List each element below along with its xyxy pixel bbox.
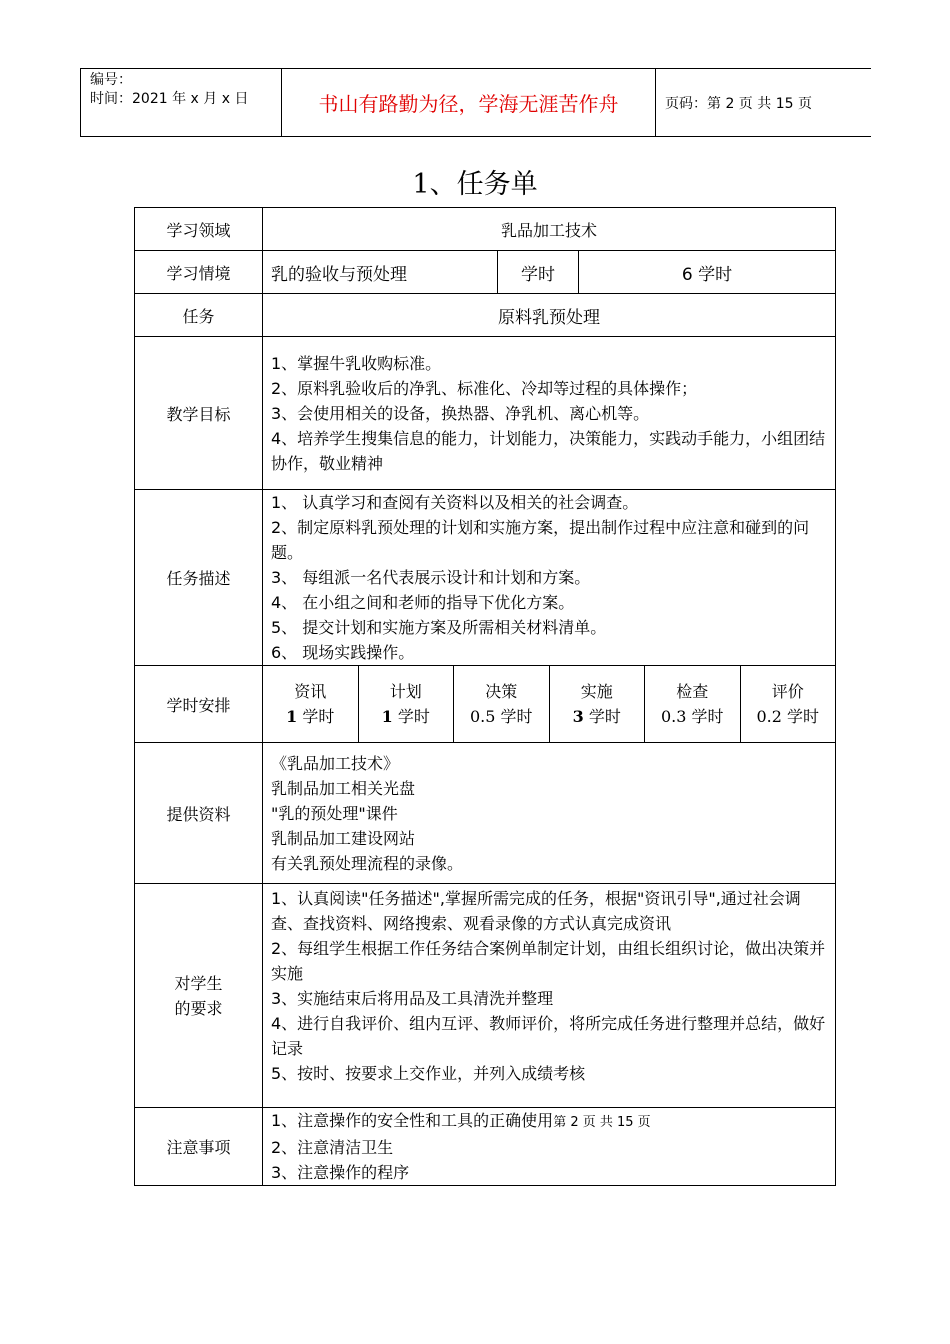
note-line: 3、注意操作的程序 bbox=[271, 1163, 410, 1182]
schedule-num: 0.3 bbox=[660, 707, 687, 726]
notes-content bbox=[263, 1108, 836, 1186]
requirement-line: 2、每组学生根据工作任务结合案例单制定计划，由组长组织讨论，做出决策并实施 bbox=[271, 939, 826, 983]
hours-value: 6 学时 bbox=[579, 251, 836, 294]
task-table bbox=[134, 207, 836, 1186]
requirement-line: 5、按时、按要求上交作业，并列入成绩考核 bbox=[271, 1064, 586, 1083]
desc-content bbox=[263, 490, 836, 666]
note-line: 2、注意清洁卫生 bbox=[271, 1138, 394, 1157]
page-footer: 第 2 页 共 15 页 bbox=[553, 1115, 651, 1130]
desc-line: 2、制定原料乳预处理的计划和实施方案，提出制作过程中应注意和碰到的问题。 bbox=[271, 518, 810, 562]
schedule-unit: 学时 bbox=[495, 707, 533, 726]
row-task bbox=[135, 294, 836, 337]
note-line bbox=[271, 1108, 829, 1135]
row-description bbox=[135, 490, 836, 666]
schedule-grid bbox=[263, 666, 835, 742]
resource-line: 有关乳预处理流程的录像。 bbox=[271, 853, 464, 873]
situation-label: 学习情境 bbox=[135, 251, 263, 294]
page-info-cell bbox=[665, 69, 812, 136]
schedule-name: 实施 bbox=[580, 682, 613, 701]
schedule-unit: 学时 bbox=[781, 707, 820, 726]
code-label: 编号： bbox=[90, 72, 132, 88]
goal-line: 4、培养学生搜集信息的能力，计划能力，决策能力，实践动手能力，小组团结协作，敬业精神 bbox=[271, 428, 826, 473]
requirement-line: 3、实施结束后将用品及工具清洗并整理 bbox=[271, 989, 554, 1008]
resource-line: 《乳品加工技术》 bbox=[271, 753, 400, 773]
desc-line: 3、 每组派一名代表展示设计和计划和方案。 bbox=[271, 568, 591, 587]
requirement-line: 4、进行自我评价、组内互评、教师评价，将所完成任务进行整理并总结，做好记录 bbox=[271, 1014, 826, 1058]
schedule-unit: 学时 bbox=[686, 707, 724, 726]
requirements-label-line: 的要求 bbox=[174, 998, 223, 1018]
page-title bbox=[0, 162, 950, 201]
goals-label: 教学目标 bbox=[135, 337, 263, 490]
hours-label: 学时 bbox=[498, 251, 579, 294]
notes-label: 注意事项 bbox=[135, 1108, 263, 1186]
schedule-cell bbox=[644, 666, 740, 742]
row-field bbox=[135, 208, 836, 251]
row-resources bbox=[135, 743, 836, 884]
desc-line: 4、 在小组之间和老师的指导下优化方案。 bbox=[271, 593, 575, 612]
schedule-name: 决策 bbox=[485, 682, 518, 701]
title-text: 、任务单 bbox=[429, 169, 538, 200]
requirements-content bbox=[263, 884, 836, 1108]
schedule-name: 资讯 bbox=[294, 682, 327, 701]
resource-line: 乳制品加工相关光盘 bbox=[271, 778, 416, 798]
time-label: 时间：2021 年 x 月 x 日 bbox=[90, 91, 249, 107]
schedule-num: 1 bbox=[381, 707, 393, 726]
motto-text: 书山有路勤为径，学海无涯苦作舟 bbox=[318, 92, 619, 116]
desc-line: 5、 提交计划和实施方案及所需相关材料清单。 bbox=[271, 618, 607, 637]
schedule-unit: 学时 bbox=[392, 707, 430, 726]
resource-line: "乳的预处理"课件 bbox=[271, 803, 398, 823]
goals-content bbox=[263, 337, 836, 490]
task-label: 任务 bbox=[135, 294, 263, 337]
motto-cell bbox=[282, 69, 656, 136]
resource-line: 乳制品加工建设网站 bbox=[271, 828, 416, 848]
schedule-cell bbox=[358, 666, 454, 742]
schedule-unit: 学时 bbox=[583, 707, 621, 726]
header-meta-cell bbox=[81, 69, 282, 136]
schedule-num: 1 bbox=[286, 707, 298, 726]
row-schedule bbox=[135, 666, 836, 743]
schedule-num: 0.5 bbox=[469, 707, 496, 726]
row-notes bbox=[135, 1108, 836, 1186]
schedule-cell bbox=[740, 666, 836, 742]
resources-content bbox=[263, 743, 836, 884]
schedule-label: 学时安排 bbox=[135, 666, 263, 743]
field-label: 学习领域 bbox=[135, 208, 263, 251]
schedule-cell bbox=[263, 666, 358, 742]
schedule-unit: 学时 bbox=[297, 707, 335, 726]
desc-line: 1、 认真学习和查阅有关资料以及相关的社会调查。 bbox=[271, 493, 639, 512]
document-header bbox=[80, 68, 871, 137]
goal-line: 1、掌握牛乳收购标准。 bbox=[271, 353, 442, 373]
goal-line: 2、原料乳验收后的净乳、标准化、冷却等过程的具体操作； bbox=[271, 378, 698, 398]
schedule-num: 0.2 bbox=[756, 707, 782, 726]
row-situation bbox=[135, 251, 836, 294]
situation-value: 乳的验收与预处理 bbox=[263, 251, 498, 294]
requirement-line: 1、认真阅读"任务描述",掌握所需完成的任务，根据"资讯引导",通过社会调查、查找资料、网络搜索、观看录像的方式认真完成资讯 bbox=[271, 889, 801, 933]
note-text: 1、注意操作的安全性和工具的正确使用 bbox=[271, 1111, 554, 1130]
resources-label: 提供资料 bbox=[135, 743, 263, 884]
desc-line: 6、 现场实践操作。 bbox=[271, 643, 415, 662]
field-value: 乳品加工技术 bbox=[263, 208, 836, 251]
schedule-num: 3 bbox=[572, 707, 584, 726]
row-goals bbox=[135, 337, 836, 490]
schedule-name: 检查 bbox=[676, 682, 709, 701]
requirements-label bbox=[135, 884, 263, 1108]
schedule-name: 计划 bbox=[389, 682, 422, 701]
row-requirements bbox=[135, 884, 836, 1108]
title-number: 1 bbox=[412, 169, 430, 200]
schedule-content bbox=[263, 666, 836, 743]
desc-label: 任务描述 bbox=[135, 490, 263, 666]
page-info: 页码：第 2 页 共 15 页 bbox=[665, 95, 812, 112]
task-value: 原料乳预处理 bbox=[263, 294, 836, 337]
requirements-label-line: 对学生 bbox=[174, 973, 223, 993]
schedule-name: 评价 bbox=[771, 682, 804, 701]
schedule-cell bbox=[549, 666, 645, 742]
goal-line: 3、会使用相关的设备，换热器、净乳机、离心机等。 bbox=[271, 403, 650, 423]
schedule-cell bbox=[453, 666, 549, 742]
